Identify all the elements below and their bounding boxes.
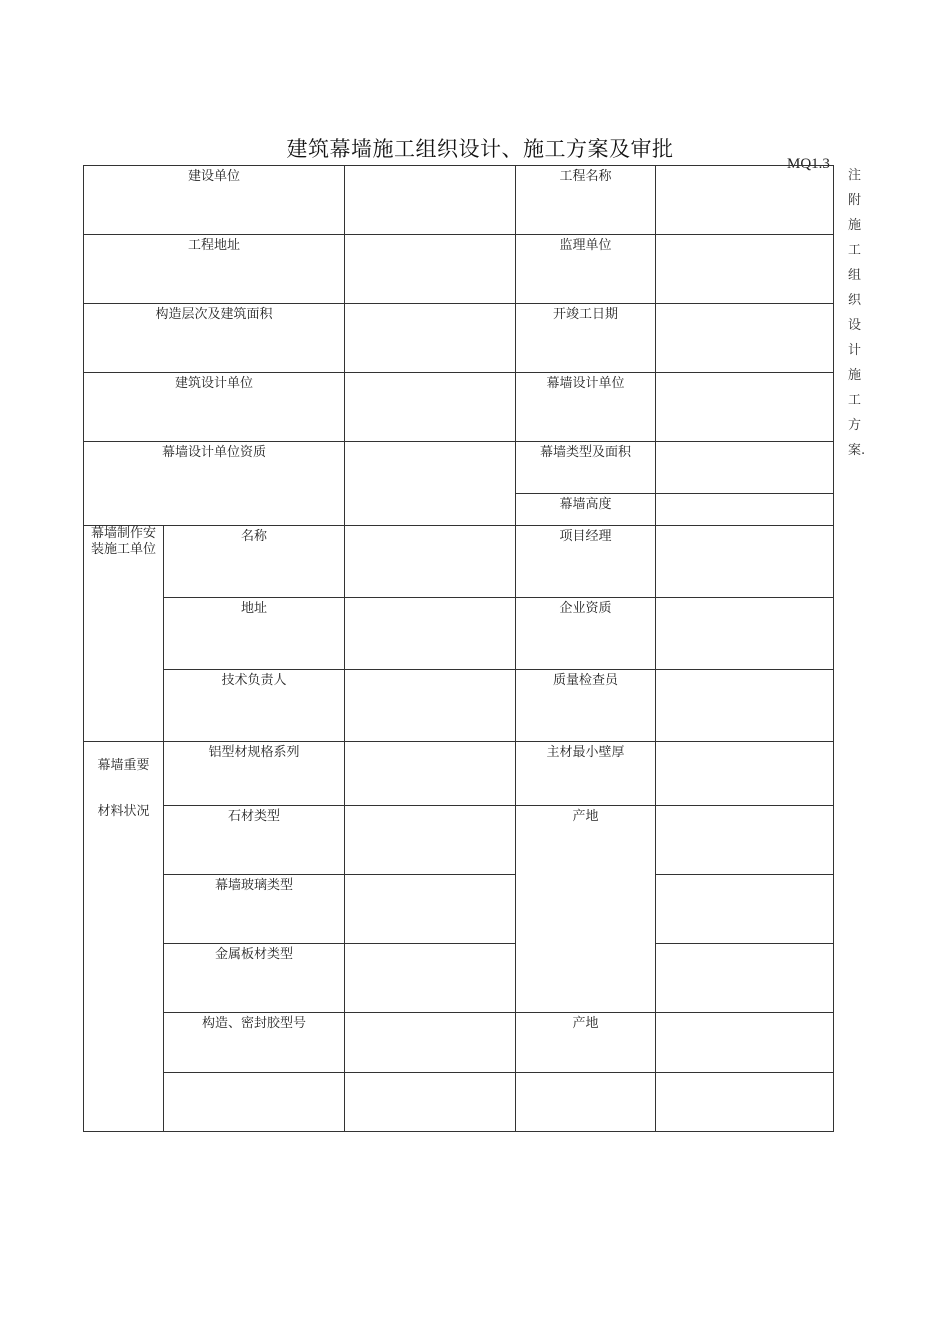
side-note-char: 注 (848, 168, 862, 183)
label-cell (164, 598, 345, 670)
side-note-char: 工 (848, 243, 862, 258)
group-cell-contractor (84, 526, 164, 742)
label-cell (164, 944, 345, 1013)
value-cell-muqiang-sheji-danwei[interactable] (656, 373, 834, 442)
table-row (84, 598, 834, 670)
label-contractor-group: 幕墙制作安装施工单位 (90, 526, 156, 557)
label-jianli-danwei: 监理单位 (559, 238, 612, 253)
value-cell-sealant-type[interactable] (345, 1013, 516, 1073)
label-gongcheng-mingcheng: 工程名称 (559, 169, 612, 184)
label-aluminum-series: 铝型材规格系列 (208, 745, 300, 760)
blank-cell[interactable] (656, 1073, 834, 1132)
table-row (84, 875, 834, 944)
label-cell (164, 670, 345, 742)
value-cell-jianli-danwei[interactable] (656, 235, 834, 304)
value-cell-contractor-name[interactable] (345, 526, 516, 598)
table-row (84, 442, 834, 494)
value-cell-gouzao-cengci[interactable] (345, 304, 516, 373)
label-glass-type: 幕墙玻璃类型 (215, 878, 294, 893)
label-jianzhu-sheji-danwei: 建筑设计单位 (175, 376, 254, 391)
label-tech-lead: 技术负责人 (221, 673, 287, 688)
label-cell (84, 373, 345, 442)
approval-form-table (83, 165, 834, 1132)
group-cell-materials (84, 742, 164, 1132)
table-row (84, 944, 834, 1013)
side-note-char: 施 (848, 368, 862, 383)
label-cell (516, 670, 656, 742)
side-note-char: 计 (848, 343, 862, 358)
value-cell-kaijungong-riqi[interactable] (656, 304, 834, 373)
label-muqiang-leixing-mianji: 幕墙类型及面积 (540, 445, 632, 460)
label-sealant-type: 构造、密封胶型号 (202, 1016, 307, 1031)
label-contractor-address: 地址 (241, 601, 268, 616)
label-stone-type: 石材类型 (228, 809, 281, 824)
value-cell-jianshe-danwei[interactable] (345, 166, 516, 235)
label-cell (84, 442, 345, 526)
label-materials-group-2: 材料状况 (97, 804, 150, 819)
label-muqiang-sheji-danwei: 幕墙设计单位 (546, 376, 625, 391)
table-row (84, 670, 834, 742)
label-qualification: 企业资质 (559, 601, 612, 616)
label-cell (164, 806, 345, 875)
side-note-char: 施 (848, 218, 862, 233)
label-cell (164, 875, 345, 944)
label-project-manager: 项目经理 (559, 529, 612, 544)
label-cell (516, 742, 656, 806)
table-row (84, 526, 834, 598)
value-cell-quality-inspector[interactable] (656, 670, 834, 742)
form-code: MQ1.3 (787, 156, 830, 172)
label-cell (516, 442, 656, 494)
value-cell-gongcheng-dizhi[interactable] (345, 235, 516, 304)
label-kaijungong-riqi: 开竣工日期 (553, 307, 619, 322)
label-cell (516, 598, 656, 670)
blank-cell[interactable] (345, 1073, 516, 1132)
label-origin-2: 产地 (572, 1016, 599, 1031)
value-cell-sealant-origin[interactable] (656, 1013, 834, 1073)
table-row (84, 166, 834, 235)
value-cell-jianzhu-sheji-danwei[interactable] (345, 373, 516, 442)
value-cell-aluminum-series[interactable] (345, 742, 516, 806)
table-row (84, 304, 834, 373)
label-cell (516, 526, 656, 598)
side-note-char: 织 (848, 293, 862, 308)
value-cell-tech-lead[interactable] (345, 670, 516, 742)
label-cell (164, 1013, 345, 1073)
value-cell-gongcheng-mingcheng[interactable] (656, 166, 834, 235)
table-row (84, 742, 834, 806)
label-gouzao-cengci: 构造层次及建筑面积 (155, 307, 273, 322)
side-note-char: 组 (848, 268, 862, 283)
blank-cell[interactable] (516, 1073, 656, 1132)
label-cell (516, 373, 656, 442)
side-note-char: 工 (848, 393, 862, 408)
blank-cell[interactable] (164, 1073, 345, 1132)
value-cell-glass-origin[interactable] (656, 875, 834, 944)
value-cell-min-wall-thickness[interactable] (656, 742, 834, 806)
side-note-char: 附 (848, 193, 862, 208)
table-row (84, 373, 834, 442)
label-muqiang-sheji-zizhi: 幕墙设计单位资质 (162, 445, 267, 460)
label-muqiang-gaodu: 幕墙高度 (559, 497, 612, 512)
label-cell (516, 806, 656, 1013)
label-quality-inspector: 质量检查员 (553, 673, 619, 688)
table-row (84, 235, 834, 304)
table-row (84, 806, 834, 875)
side-note (848, 163, 868, 463)
label-cell (164, 742, 345, 806)
label-min-wall-thickness: 主材最小壁厚 (546, 745, 625, 760)
label-cell (516, 235, 656, 304)
form-title: 建筑幕墙施工组织设计、施工方案及审批 (286, 137, 674, 161)
label-jianshe-danwei: 建设单位 (188, 169, 241, 184)
label-cell (516, 1013, 656, 1073)
side-note-char: 设 (848, 318, 862, 333)
label-metal-panel-type: 金属板材类型 (215, 947, 294, 962)
label-cell (84, 235, 345, 304)
label-cell (164, 526, 345, 598)
label-cell (516, 494, 656, 526)
side-note-char: 方 (848, 418, 862, 433)
value-cell-metal-panel-origin[interactable] (656, 944, 834, 1013)
value-cell-muqiang-gaodu[interactable] (656, 494, 834, 526)
label-gongcheng-dizhi: 工程地址 (188, 238, 241, 253)
label-cell (516, 166, 656, 235)
table-row (84, 1073, 834, 1132)
value-cell-qualification[interactable] (656, 598, 834, 670)
value-cell-contractor-address[interactable] (345, 598, 516, 670)
value-cell-stone-type[interactable] (345, 806, 516, 875)
label-contractor-name: 名称 (241, 529, 268, 544)
label-cell (84, 304, 345, 373)
value-cell-project-manager[interactable] (656, 526, 834, 598)
table-row (84, 1013, 834, 1073)
value-cell-glass-type[interactable] (345, 875, 516, 944)
label-cell (84, 166, 345, 235)
value-cell-stone-origin[interactable] (656, 806, 834, 875)
side-note-char: 案. (848, 443, 866, 458)
label-cell (516, 304, 656, 373)
value-cell-muqiang-leixing-mianji[interactable] (656, 442, 834, 494)
value-cell-muqiang-sheji-zizhi[interactable] (345, 442, 516, 526)
value-cell-metal-panel-type[interactable] (345, 944, 516, 1013)
label-origin-1: 产地 (572, 809, 599, 824)
label-materials-group-1: 幕墙重要 (97, 758, 150, 773)
